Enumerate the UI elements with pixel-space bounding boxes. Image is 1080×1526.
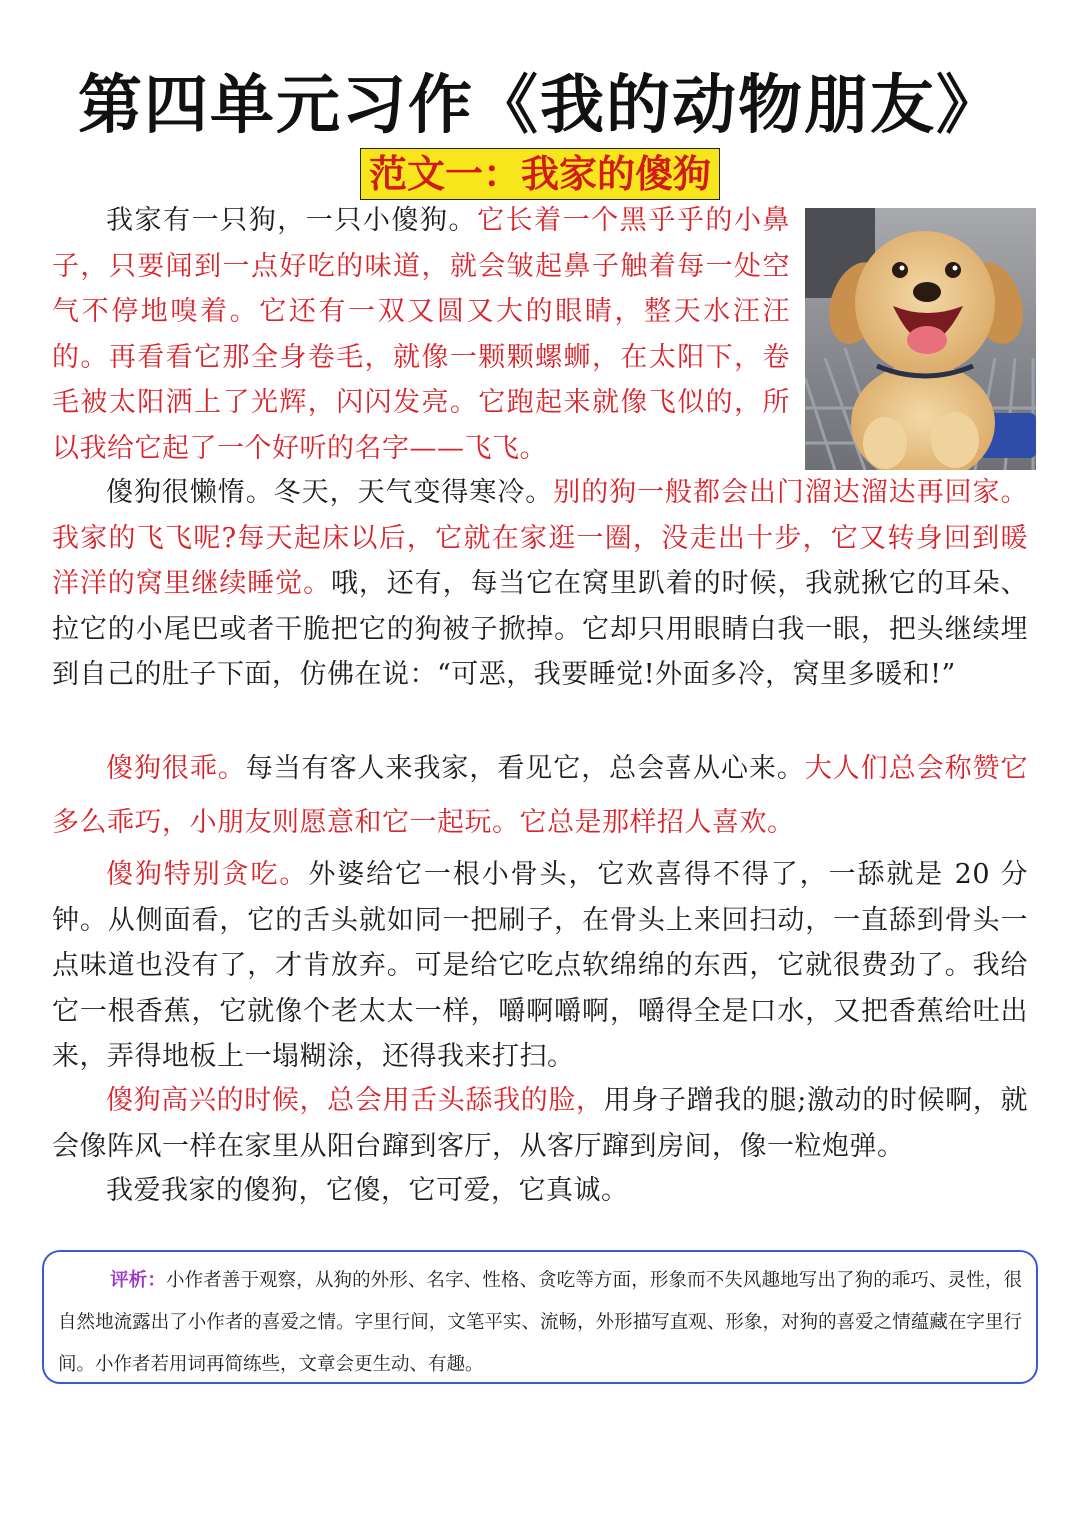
review-box (42, 1250, 1038, 1384)
paragraph-5 (52, 1078, 1028, 1169)
subtitle-wrap (0, 148, 1080, 200)
paragraph-4-text-1: 傻狗特别贪吃。 (106, 859, 309, 890)
paragraph-2-text-3: 哦，还有，每当它在窝里趴着的时候，我就揪它的耳朵、拉它的小尾巴或者干脆把它的狗被子掀掉。它却只用眼睛白我一眼，把头继续埋到自己的肚子下面，仿佛在说：“可恶，我要睡觉!外面多冷，窝里多暖和!” (52, 568, 1029, 690)
paragraph-2 (52, 470, 1028, 698)
paragraph-6-text-1: 我爱我家的傻狗，它傻，它可爱，它真诚。 (106, 1175, 629, 1206)
page-title: 第四单元习作《我的动物朋友》 (78, 69, 1002, 143)
paragraph-2-text-1: 傻狗很懒惰。冬天，天气变得寒冷。 (106, 477, 554, 508)
paragraph-4 (52, 852, 1028, 1080)
paragraph-3-text-3: 大人们总会称赞它多么乖巧，小朋友则愿意和它一起玩。它总是那样招人喜欢。 (52, 753, 1028, 838)
paragraph-1 (52, 198, 790, 471)
review-label: 评析： (110, 1270, 166, 1291)
paragraph-6 (52, 1168, 1028, 1214)
puppy-illustration (805, 208, 1036, 470)
paragraph-3-text-2: 每当有客人来我家，看见它，总会喜从心来。 (245, 753, 805, 784)
paragraph-5-text-1: 傻狗高兴的时候，总会用舌头舔我的脸， (106, 1085, 604, 1116)
paragraph-4-text-2: 外婆给它一根小骨头，它欢喜得不得了，一舔就是 20 分钟。从侧面看，它的舌头就如同一把刷子，在骨头上来回扫动，一直舔到骨头一点味道也没有了，才肯放弃。可是给它吃点软绵绵的东西，它就很费劲了。我给它一根香蕉，它就像个老太太一样，嚼啊嚼啊，嚼得全是口水，又把香蕉给吐出来，弄得地板上一塌糊涂，还得我来打扫。 (52, 859, 1029, 1072)
review-text: 小作者善于观察，从狗的外形、名字、性格、贪吃等方面，形象而不失风趣地写出了狗的乖巧、灵性，很自然地流露出了小作者的喜爱之情。字里行间，文笔平实、流畅，外形描写直观、形象，对狗的喜爱之情蕴藏在字里行间。小作者若用词再简练些，文章会更生动、有趣。 (58, 1270, 1022, 1375)
paragraph-3-text-1: 傻狗很乖。 (106, 753, 246, 784)
puppy-photo (805, 208, 1036, 470)
paragraph-1-text-2: 它长着一个黑乎乎的小鼻子，只要闻到一点好吃的味道，就会皱起鼻子触着每一处空气不停地嗅着。它还有一双又圆又大的眼睛，整天水汪汪的。再看看它那全身卷毛，就像一颗颗螺蛳，在太阳下，卷毛被太阳洒上了光辉，闪闪发亮。它跑起来就像飞似的，所以我给它起了一个好听的名字——飞飞。 (52, 205, 791, 464)
paragraph-1-text-1: 我家有一只狗，一只小傻狗。 (106, 205, 478, 236)
paragraph-2-text-2: 别的狗一般都会出门溜达溜达再回家。我家的飞飞呢?每天起床以后，它就在家逛一圈，没走出十步，它又转身回到暖洋洋的窝里继续睡觉。 (52, 477, 1028, 599)
paragraph-3 (52, 742, 1028, 850)
paragraph-5-text-2: 用身子蹭我的腿;激动的时候啊，就会像阵风一样在家里从阳台蹿到客厅，从客厅蹿到房间，像一粒炮弹。 (52, 1085, 1028, 1162)
subtitle-highlight: 范文一：我家的傻狗 (360, 148, 720, 200)
